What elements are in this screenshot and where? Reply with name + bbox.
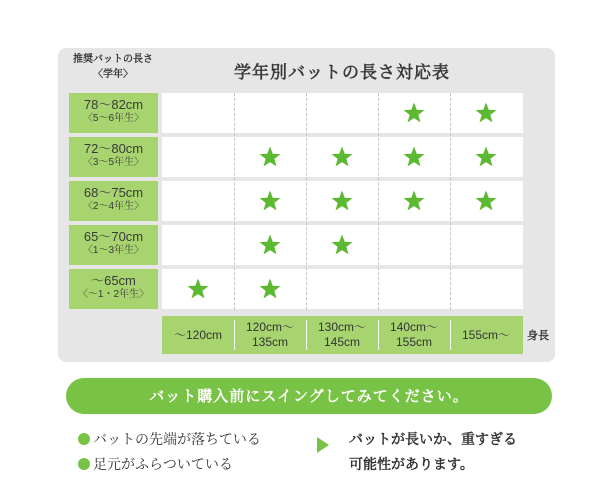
star-icon — [187, 278, 209, 300]
star-icon — [259, 146, 281, 168]
grid-divider — [378, 93, 379, 310]
bat-length: 72〜80cm — [83, 141, 144, 156]
bat-length: 78〜82cm — [83, 97, 144, 112]
height-column-label — [162, 316, 234, 354]
row-label — [69, 93, 158, 133]
star-icon — [331, 234, 353, 256]
grid-divider — [234, 93, 235, 310]
height-column-label — [234, 316, 306, 354]
height-range-start: 140cm〜 — [389, 320, 439, 334]
header-divider — [378, 320, 379, 350]
star-icon — [403, 146, 425, 168]
row-axis-label: 推奨バットの長さ — [73, 54, 153, 65]
grid-divider — [450, 93, 451, 310]
conclusion-line: 可能性があります。 — [349, 457, 474, 473]
row-axis-sublabel: 〈学年〉 — [93, 69, 133, 80]
conclusion-line: バットが長いか、重すぎる — [349, 432, 517, 448]
star-icon — [331, 190, 353, 212]
height-range: 〜120cm — [173, 328, 223, 342]
star-icon — [403, 102, 425, 124]
star-icon — [403, 190, 425, 212]
height-column-label — [378, 316, 450, 354]
symptom-item — [78, 429, 261, 449]
grade-range: 〈2〜4年生〉 — [82, 201, 145, 212]
star-icon — [259, 234, 281, 256]
star-icon — [475, 146, 497, 168]
grade-range: 〈〜1・2年生〉 — [77, 289, 150, 300]
row-label — [69, 225, 158, 265]
bat-length: 〜65cm — [91, 273, 136, 288]
symptom-item — [78, 454, 233, 474]
star-icon — [259, 278, 281, 300]
star-icon — [331, 146, 353, 168]
star-icon — [259, 190, 281, 212]
header-divider — [450, 320, 451, 350]
row-label — [69, 137, 158, 177]
symptom-text: 足元がふらついている — [93, 457, 233, 473]
height-range-start: 130cm〜 — [317, 320, 367, 334]
height-range-start: 120cm〜 — [245, 320, 295, 334]
table-title: 学年別バットの長さ対応表 — [234, 63, 450, 83]
grid-divider — [306, 93, 307, 310]
height-axis-label: 身長 — [527, 329, 549, 342]
height-column-label — [306, 316, 378, 354]
height-range-end: 135cm — [251, 335, 289, 349]
star-icon — [475, 102, 497, 124]
height-range: 155cm〜 — [461, 328, 511, 342]
bat-length: 65〜70cm — [83, 229, 144, 244]
header-divider — [306, 320, 307, 350]
symptom-text: バットの先端が落ちている — [93, 432, 261, 448]
green-dot-icon — [78, 458, 90, 470]
triangle-right-icon — [317, 437, 329, 453]
row-label — [69, 181, 158, 221]
row-axis-header — [67, 52, 159, 90]
star-icon — [475, 190, 497, 212]
row-label — [69, 269, 158, 309]
header-divider — [234, 320, 235, 350]
bat-length: 68〜75cm — [83, 185, 144, 200]
grade-range: 〈1〜3年生〉 — [82, 245, 145, 256]
grid-row — [162, 93, 523, 133]
green-dot-icon — [78, 433, 90, 445]
height-column-label — [450, 316, 522, 354]
advice-banner: バット購入前にスイングしてみてください。 — [66, 378, 552, 414]
grade-range: 〈3〜5年生〉 — [82, 157, 145, 168]
grade-range: 〈5〜6年生〉 — [82, 113, 145, 124]
height-range-end: 145cm — [323, 335, 361, 349]
height-range-end: 155cm — [395, 335, 433, 349]
grid-row — [162, 269, 523, 309]
